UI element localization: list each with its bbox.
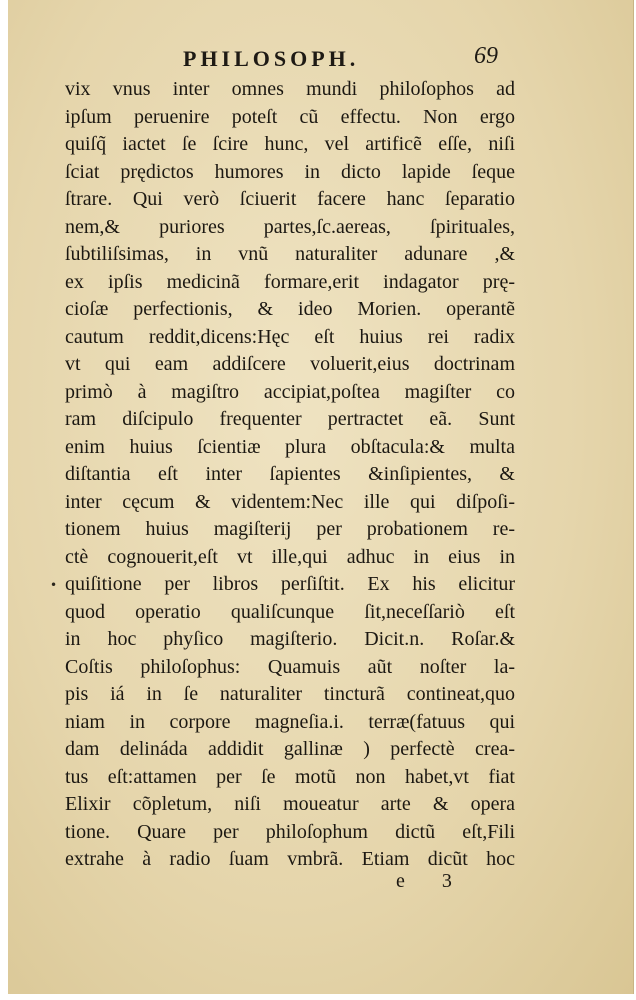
text-line: quiſq̃ iactet ſe ſcire hunc, vel artificẽ eſſe, niſi bbox=[65, 133, 515, 155]
text-line: niam in corpore magneſia.i. terræ(fatuus qui bbox=[65, 710, 515, 733]
text-line: ctè cognouerit,eſt vt ille,qui adhuc in eius in bbox=[65, 545, 515, 568]
text-line: nem,& puriores partes,ſc.aereas, ſpirituales, bbox=[65, 215, 515, 238]
text-line: quiſitione per libros perſiſtit. Ex his elicitur bbox=[65, 573, 515, 595]
body-text bbox=[65, 76, 515, 874]
margin-mark: • bbox=[50, 578, 58, 592]
text-line: ex ipſis medicinã formare,erit indagator prę- bbox=[65, 270, 515, 293]
text-line: ipſum peruenire poteſt cũ effectu. Non ergo bbox=[65, 105, 515, 128]
text-line: inter cęcum & videntem:Nec ille qui diſpoſi- bbox=[65, 490, 515, 513]
text-line: ſubtiliſsimas, in vnũ naturaliter adunare ,& bbox=[65, 243, 515, 265]
text-line: ſciat prędictos humores in dicto lapide ſeque bbox=[65, 160, 515, 183]
signature-mark: e 3 bbox=[396, 870, 468, 892]
text-line: enim huius ſcientiæ plura obſtacula:& multa bbox=[65, 435, 515, 458]
book-page bbox=[8, 0, 634, 994]
text-line: tione. Quare per philoſophum dictũ eſt,Fili bbox=[65, 820, 515, 843]
text-line: dam delináda addidit gallinæ ) perfectè crea- bbox=[65, 738, 515, 760]
page-number: 69 bbox=[474, 43, 498, 69]
text-line: diſtantia eſt inter ſapientes &inſipientes, & bbox=[65, 463, 515, 485]
text-line: ram diſcipulo frequenter pertractet eã. Sunt bbox=[65, 408, 515, 430]
text-line: cioſæ perfectionis, & ideo Morien. operantẽ bbox=[65, 298, 515, 320]
text-line: Elixir cõpletum, niſi moueatur arte & opera bbox=[65, 793, 515, 815]
text-line: vix vnus inter omnes mundi philoſophos ad bbox=[65, 78, 515, 100]
text-line: ſtrare. Qui verò ſciuerit facere hanc ſeparatio bbox=[65, 188, 515, 210]
running-title: PHILOSOPH. bbox=[183, 46, 360, 71]
text-line: primò à magiſtro accipiat,poſtea magiſter co bbox=[65, 380, 515, 403]
text-line: extrahe à radio ſuam vmbrã. Etiam dicũt hoc bbox=[65, 848, 515, 870]
text-line: in hoc phyſico magiſterio. Dicit.n. Roſar.& bbox=[65, 628, 515, 650]
text-line: vt qui eam addiſcere voluerit,eius doctrinam bbox=[65, 353, 515, 375]
text-line: Coſtis philoſophus: Quamuis aũt noſter la- bbox=[65, 655, 515, 678]
text-line: cautum reddit,dicens:Hęc eſt huius rei radix bbox=[65, 325, 515, 348]
text-line: tionem huius magiſterij per probationem re- bbox=[65, 518, 515, 540]
text-line: tus eſt:attamen per ſe motũ non habet,vt fiat bbox=[65, 765, 515, 788]
text-line: quod operatio qualiſcunque ſit,neceſſariò eſt bbox=[65, 600, 515, 623]
text-line: pis iá in ſe naturaliter tincturã contineat,quo bbox=[65, 683, 515, 705]
